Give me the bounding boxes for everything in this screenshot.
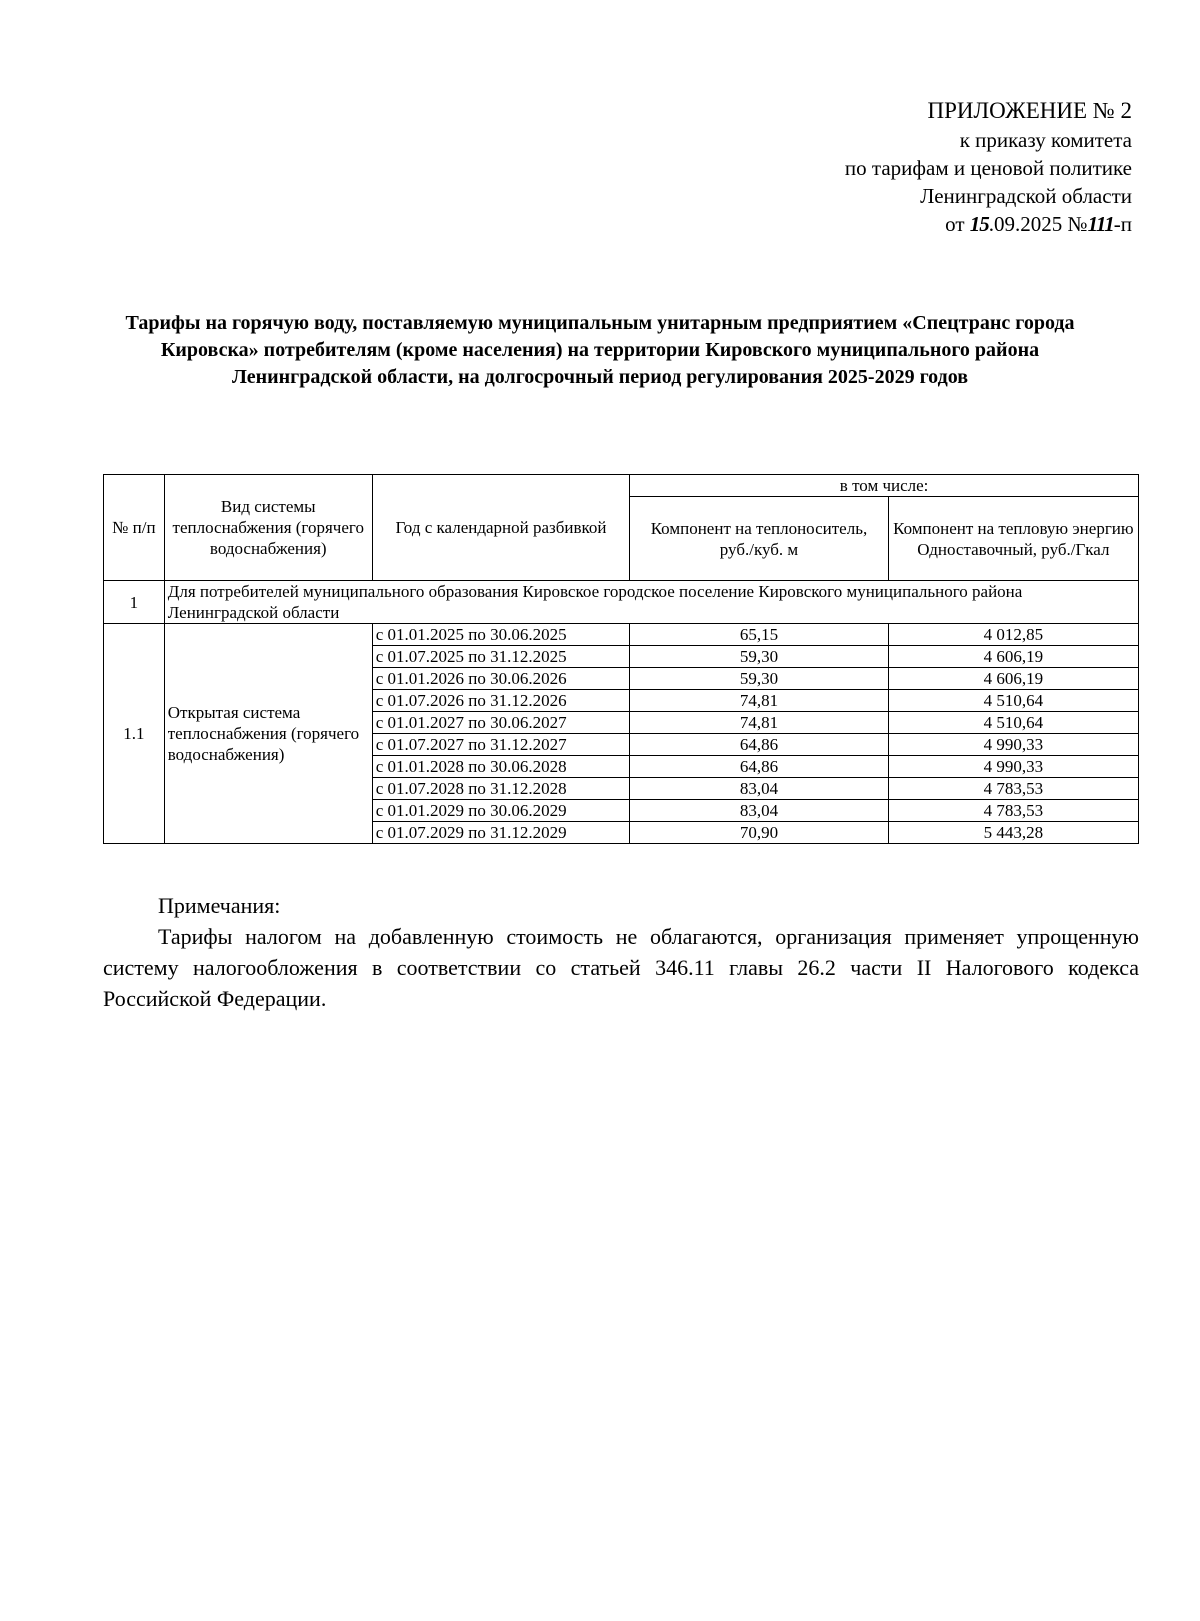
energy-cell: 4 510,64 (888, 690, 1138, 712)
carrier-cell: 74,81 (630, 690, 888, 712)
handwritten-day: 15 (969, 212, 989, 236)
order-suffix: -п (1113, 212, 1132, 236)
table-row (104, 624, 1139, 646)
header-year: Год с календарной разбивкой (372, 475, 629, 581)
carrier-cell: 64,86 (630, 734, 888, 756)
notes-block (103, 890, 1139, 1014)
document-title: Тарифы на горячую воду, поставляемую муниципальным унитарным предприятием «Спецтранс города Кировска» потребителям (кроме населения) на территории Кировского муниципального района Ленинградской области, на долгосрочный период регулирования 2025-2029 годов (125, 312, 1075, 388)
carrier-cell: 70,90 (630, 822, 888, 844)
notes-heading: Примечания: (158, 893, 281, 918)
date-prefix: от (945, 212, 965, 236)
carrier-cell: 83,04 (630, 800, 888, 822)
energy-cell: 4 990,33 (888, 734, 1138, 756)
period-cell: с 01.01.2029 по 30.06.2029 (372, 800, 629, 822)
tariff-table (103, 474, 1139, 844)
appendix-date-line (845, 210, 1132, 238)
header-number: № п/п (104, 475, 165, 581)
date-rest: .09.2025 № (988, 212, 1088, 236)
energy-cell: 4 510,64 (888, 712, 1138, 734)
period-cell: с 01.07.2027 по 31.12.2027 (372, 734, 629, 756)
carrier-cell: 83,04 (630, 778, 888, 800)
section-number: 1 (104, 581, 165, 624)
appendix-line-3: Ленинградской области (920, 184, 1132, 208)
carrier-cell: 64,86 (630, 756, 888, 778)
energy-cell: 4 606,19 (888, 646, 1138, 668)
header-energy-component: Компонент на тепловую энергию Одноставочный, руб./Гкал (888, 497, 1138, 581)
energy-cell: 4 012,85 (888, 624, 1138, 646)
energy-cell: 5 443,28 (888, 822, 1138, 844)
section-description: Для потребителей муниципального образования Кировское городское поселение Кировского муниципального района Ленинградской области (164, 581, 1138, 624)
period-cell: с 01.07.2026 по 31.12.2026 (372, 690, 629, 712)
carrier-cell: 65,15 (630, 624, 888, 646)
period-cell: с 01.07.2029 по 31.12.2029 (372, 822, 629, 844)
energy-cell: 4 783,53 (888, 800, 1138, 822)
period-cell: с 01.01.2028 по 30.06.2028 (372, 756, 629, 778)
period-cell: с 01.07.2025 по 31.12.2025 (372, 646, 629, 668)
header-system-type: Вид системы теплоснабжения (горячего водоснабжения) (164, 475, 372, 581)
carrier-cell: 59,30 (630, 668, 888, 690)
carrier-cell: 74,81 (630, 712, 888, 734)
group-number: 1.1 (104, 624, 165, 844)
period-cell: с 01.07.2028 по 31.12.2028 (372, 778, 629, 800)
appendix-block (845, 96, 1132, 238)
period-cell: с 01.01.2027 по 30.06.2027 (372, 712, 629, 734)
energy-cell: 4 606,19 (888, 668, 1138, 690)
energy-cell: 4 990,33 (888, 756, 1138, 778)
appendix-line-1: к приказу комитета (959, 128, 1132, 152)
energy-cell: 4 783,53 (888, 778, 1138, 800)
appendix-heading: ПРИЛОЖЕНИЕ № 2 (927, 98, 1132, 123)
group-system-type: Открытая система теплоснабжения (горячего водоснабжения) (164, 624, 372, 844)
notes-text: Тарифы налогом на добавленную стоимость не облагаются, организация применяет упрощенную систему налогообложения в соответствии со статьей 346.11 главы 26.2 части II Налогового кодекса Российской Федерации. (103, 924, 1139, 1011)
carrier-cell: 59,30 (630, 646, 888, 668)
header-including: в том числе: (630, 475, 1139, 497)
handwritten-order-number: 111 (1087, 212, 1114, 236)
header-carrier-component: Компонент на теплоноситель, руб./куб. м (630, 497, 888, 581)
appendix-line-2: по тарифам и ценовой политике (844, 156, 1132, 180)
period-cell: с 01.01.2025 по 30.06.2025 (372, 624, 629, 646)
period-cell: с 01.01.2026 по 30.06.2026 (372, 668, 629, 690)
